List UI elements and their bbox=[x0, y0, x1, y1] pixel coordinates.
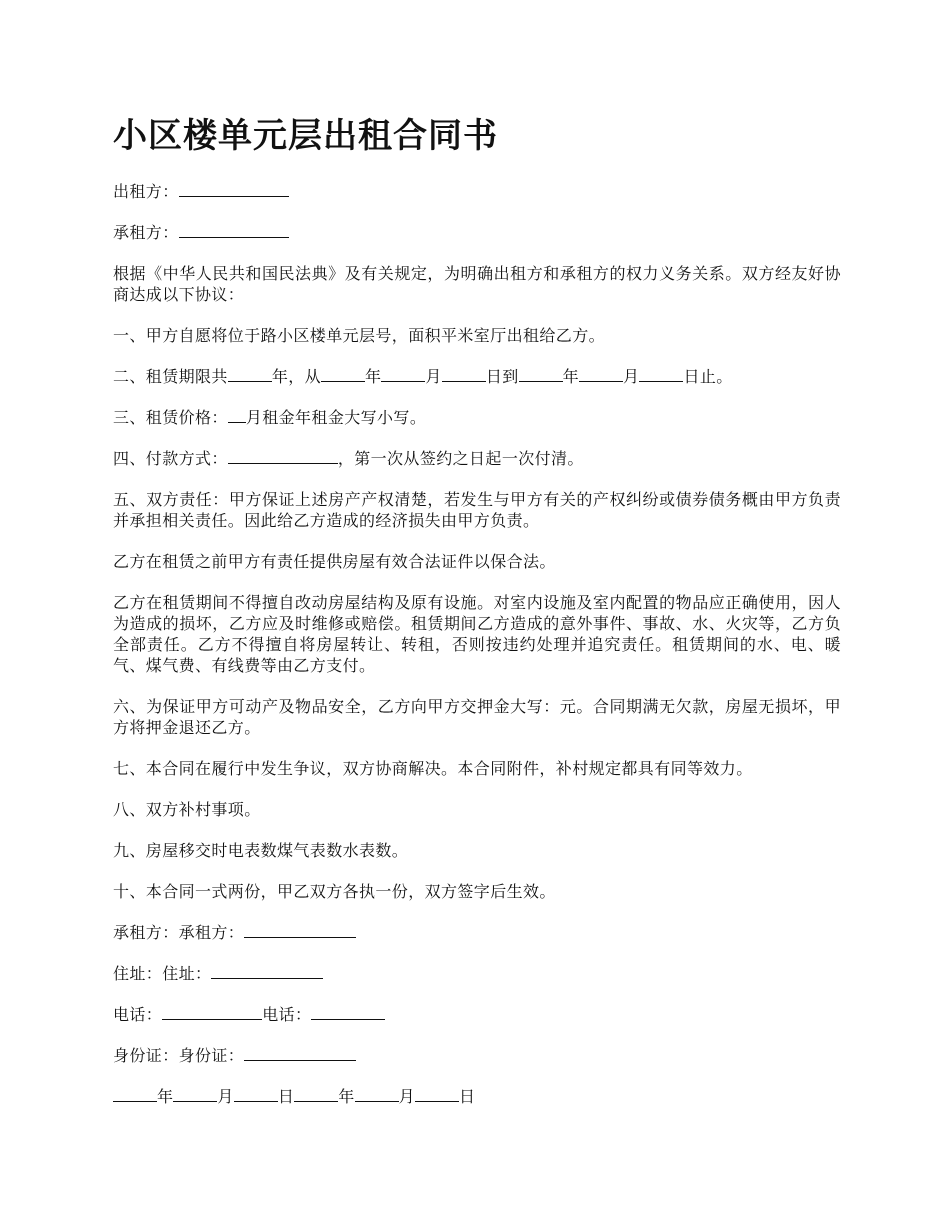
start-day-blank bbox=[442, 366, 486, 382]
clause-2-text: 月 bbox=[425, 367, 442, 386]
clause-2-text: 年，从 bbox=[271, 367, 322, 386]
lessor-label: 出租方： bbox=[113, 182, 179, 201]
lessee-blank bbox=[179, 222, 289, 238]
lessee-label: 承租方： bbox=[113, 223, 179, 242]
clause-2 bbox=[113, 366, 841, 387]
start-year-blank bbox=[321, 366, 365, 382]
signature-id-line bbox=[113, 1045, 841, 1066]
clause-10: 十、本合同一式两份，甲乙双方各执一份，双方签字后生效。 bbox=[113, 882, 556, 901]
year-blank-2 bbox=[294, 1086, 338, 1102]
signature-lessee-blank bbox=[244, 922, 356, 938]
month-blank-1 bbox=[173, 1086, 217, 1102]
price-blank bbox=[228, 407, 246, 423]
start-month-blank bbox=[381, 366, 425, 382]
signature-lessee-line bbox=[113, 922, 841, 943]
clause-6: 六、为保证甲方可动产及物品安全，乙方向甲方交押金大写：元。合同期满无欠款，房屋无损坏，甲方将押金退还乙方。 bbox=[113, 697, 841, 737]
intro-paragraph: 根据《中华人民共和国民法典》及有关规定，为明确出租方和承租方的权力义务关系。双方经友好协商达成以下协议： bbox=[113, 264, 841, 304]
phone-label-1: 电话： bbox=[113, 1005, 163, 1024]
signature-address-line bbox=[113, 963, 841, 984]
clause-4 bbox=[113, 448, 841, 469]
clause-2-text: 日止。 bbox=[683, 367, 733, 386]
signature-id-label: 身份证：身份证： bbox=[113, 1046, 245, 1065]
clause-9: 九、房屋移交时电表数煤气表数水表数。 bbox=[113, 841, 409, 860]
date-month-2: 月 bbox=[398, 1087, 416, 1106]
date-line bbox=[113, 1086, 841, 1107]
lessor-blank bbox=[179, 181, 289, 197]
payment-method-blank bbox=[228, 448, 338, 464]
clause-2-text: 日到 bbox=[485, 367, 519, 386]
date-day-2: 日 bbox=[459, 1087, 476, 1106]
clause-8: 八、双方补村事项。 bbox=[113, 800, 261, 819]
clause-2-text: 二、租赁期限共 bbox=[113, 367, 228, 386]
date-month-1: 月 bbox=[217, 1087, 234, 1106]
paragraph-tenant-duties: 乙方在租赁期间不得擅自改动房屋结构及原有设施。对室内设施及室内配置的物品应正确使用，因人为造成的损坏，乙方应及时维修或赔偿。租赁期间乙方造成的意外事件、事故、水、火灾等，乙方负全部责任。乙方不得擅自将房屋转让、转租，否则按违约处理并追究责任。租赁期间的水、电、暖气、煤气费、有线费等由乙方支付。 bbox=[113, 593, 841, 675]
signature-address-label: 住址：住址： bbox=[113, 964, 212, 983]
document-title: 小区楼单元层出租合同书 bbox=[113, 116, 498, 156]
end-day-blank bbox=[639, 366, 683, 382]
lessee-line bbox=[113, 222, 841, 243]
phone-label-2: 电话： bbox=[262, 1005, 312, 1024]
year-blank-1 bbox=[113, 1086, 157, 1102]
day-blank-1 bbox=[234, 1086, 278, 1102]
phone-blank-2 bbox=[311, 1004, 385, 1020]
signature-id-blank bbox=[244, 1045, 356, 1061]
clause-7: 七、本合同在履行中发生争议，双方协商解决。本合同附件，补村规定都具有同等效力。 bbox=[113, 759, 753, 778]
signature-address-blank bbox=[211, 963, 323, 979]
phone-blank-1 bbox=[162, 1004, 262, 1020]
clause-3 bbox=[113, 407, 841, 428]
date-day-1: 日 bbox=[277, 1087, 295, 1106]
clause-2-text: 年 bbox=[365, 367, 382, 386]
clause-4-text: ，第一次从签约之日起一次付清。 bbox=[337, 449, 584, 468]
clause-2-text: 年 bbox=[562, 367, 580, 386]
clause-5: 五、双方责任：甲方保证上述房产产权清楚，若发生与甲方有关的产权纠纷或债券债务概由甲方负责并承担相关责任。因此给乙方造成的经济损失由甲方负责。 bbox=[113, 490, 841, 530]
end-year-blank bbox=[519, 366, 563, 382]
lessor-line bbox=[113, 181, 841, 202]
month-blank-2 bbox=[355, 1086, 399, 1102]
term-years-blank bbox=[228, 366, 272, 382]
contract-page bbox=[113, 108, 841, 1127]
date-year-1: 年 bbox=[157, 1087, 174, 1106]
clause-3-text: 三、租赁价格： bbox=[113, 408, 228, 427]
clause-1: 一、甲方自愿将位于路小区楼单元层号，面积平米室厅出租给乙方。 bbox=[113, 326, 606, 345]
end-month-blank bbox=[579, 366, 623, 382]
date-year-2: 年 bbox=[338, 1087, 355, 1106]
clause-4-text: 四、付款方式： bbox=[113, 449, 228, 468]
signature-phone-line bbox=[113, 1004, 841, 1025]
paragraph-documents: 乙方在租赁之前甲方有责任提供房屋有效合法证件以保合法。 bbox=[113, 552, 556, 571]
clause-3-text: 月租金年租金大写小写。 bbox=[245, 408, 427, 427]
clause-2-text: 月 bbox=[623, 367, 640, 386]
day-blank-2 bbox=[415, 1086, 459, 1102]
signature-lessee-label: 承租方：承租方： bbox=[113, 923, 245, 942]
